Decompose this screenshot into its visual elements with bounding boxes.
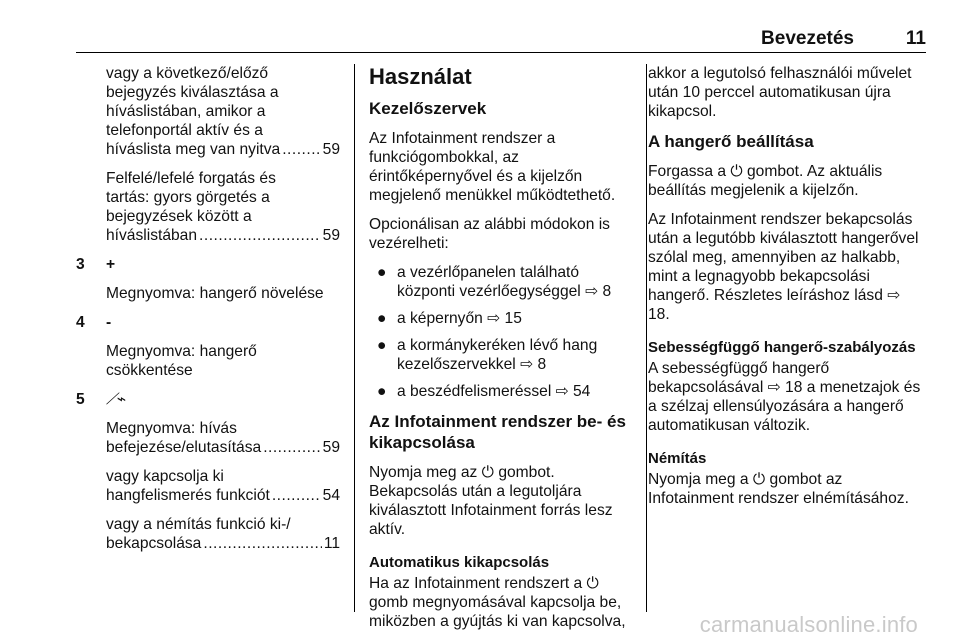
section-title: Bevezetés <box>761 28 854 49</box>
text-line: tartás: gyors görgetés a <box>106 189 270 206</box>
page-ref: 59 <box>322 227 340 244</box>
toc-line <box>106 226 340 245</box>
toc-leader <box>199 226 321 245</box>
bullet-icon: ● <box>377 310 387 327</box>
toc-line <box>106 486 340 505</box>
bullet-icon: ● <box>377 337 387 354</box>
page-number: 11 <box>905 28 926 49</box>
text-line: vagy a némítás funkció ki-/ <box>106 516 291 533</box>
list-item <box>369 309 631 328</box>
toc-entry-previous-next <box>76 64 340 159</box>
chapter-heading: Használat <box>369 64 472 89</box>
item-4 <box>76 313 340 332</box>
toc-entry-scroll <box>76 169 340 245</box>
toc-entry-mute <box>76 515 340 553</box>
item-label: + <box>106 256 116 273</box>
text-line: Felfelé/lefelé forgatás és <box>106 170 276 187</box>
item-description: Megnyomva: hangerő növelése <box>106 285 324 302</box>
item-description <box>76 419 340 457</box>
text-line: Megnyomva: hívás <box>106 420 237 437</box>
toc-text: hangfelismerés funkciót <box>106 487 270 504</box>
list-item-text: a kormánykeréken lévő hang kezelőszervekkel ⇨ 8 <box>397 337 598 373</box>
subheading-auto-off: Automatikus kikapcsolás <box>369 554 550 571</box>
list-item <box>369 382 631 401</box>
list-item <box>369 336 631 374</box>
section-heading-power: Az Infotainment rendszer be- és kikapcsolása <box>369 412 626 452</box>
list-item <box>369 263 631 301</box>
text-line: telefonportál aktív és a <box>106 122 263 139</box>
page-ref: 11 <box>323 535 340 552</box>
paragraph: Az Infotainment rendszer a funkciógombokkal, az érintőképernyővel és a kijelzőn megjelenő menükkel működtethető. <box>369 130 616 204</box>
text-line: bejegyzés kiválasztása a <box>106 84 279 101</box>
bullet-icon: ● <box>377 264 387 281</box>
subheading-speed-volume: Sebességfüggő hangerő-szabályozás <box>648 339 916 356</box>
phone-hangup-icon: ⟋⌁ <box>106 391 127 408</box>
text-line: vagy a következő/előző <box>106 65 269 82</box>
paragraph: Nyomja meg az ⏻ gombot. Bekapcsolás után a legutoljára kiválasztott Infotainment forrás lesz aktív. <box>369 464 613 538</box>
paragraph: Ha az Infotainment rendszert a ⏻ gomb megnyomásával kapcsolja be, miközben a gyújtás ki van kapcsolva, <box>369 575 626 630</box>
section-heading-controls: Kezelőszervek <box>369 99 487 118</box>
paragraph: Opcionálisan az alábbi módokon is vezérelheti: <box>369 216 610 252</box>
page-ref: 59 <box>322 439 340 456</box>
toc-leader <box>272 486 321 505</box>
item-label: - <box>106 314 112 331</box>
paragraph: A sebességfüggő hangerő bekapcsolásával ⇨ 18 a menetzajok és a szélzaj ellensúlyozására a hangerő automatikusan változik. <box>648 360 921 434</box>
item-5 <box>76 390 340 409</box>
text-line: bejegyzések között a <box>106 208 252 225</box>
item-number: 5 <box>76 391 85 408</box>
page-ref: 59 <box>322 141 340 158</box>
toc-line <box>106 534 340 553</box>
toc-text: híváslista meg van nyitva <box>106 141 281 158</box>
subheading-mute: Némítás <box>648 450 707 467</box>
paragraph: akkor a legutolsó felhasználói művelet után 10 perccel automatikusan újra kikapcsol. <box>648 65 912 120</box>
bullet-list <box>369 263 631 401</box>
toc-leader <box>282 140 320 159</box>
watermark: carmanualsonline.info <box>699 612 918 637</box>
list-item-text: a beszédfelismeréssel ⇨ 54 <box>397 383 591 400</box>
column-divider-1 <box>354 64 355 612</box>
page-header <box>76 28 926 52</box>
section-heading-volume: A hangerő beállítása <box>648 132 814 151</box>
toc-leader <box>203 534 321 553</box>
header-rule <box>76 52 926 53</box>
column-1 <box>76 64 340 553</box>
paragraph: Nyomja meg a ⏻ gombot az Infotainment rendszer elnémításához. <box>648 471 909 507</box>
toc-line <box>106 140 340 159</box>
toc-text: befejezése/elutasítása <box>106 439 262 456</box>
toc-line <box>106 438 340 457</box>
text-line: Megnyomva: hangerő <box>106 343 257 360</box>
item-number: 4 <box>76 314 85 331</box>
text-line: vagy kapcsolja ki <box>106 468 224 485</box>
item-number: 3 <box>76 256 85 273</box>
item-3 <box>76 255 340 274</box>
toc-text: híváslistában <box>106 227 198 244</box>
toc-entry-voice <box>76 467 340 505</box>
list-item-text: a képernyőn ⇨ 15 <box>397 310 522 327</box>
column-2 <box>369 64 631 641</box>
list-item-text: a vezérlőpanelen található központi vezérlőegységgel ⇨ 8 <box>397 264 612 300</box>
paragraph: Forgassa a ⏻ gombot. Az aktuális beállítás megjelenik a kijelzőn. <box>648 163 883 199</box>
column-divider-2 <box>646 64 647 612</box>
toc-leader <box>263 438 320 457</box>
bullet-icon: ● <box>377 383 387 400</box>
text-line: híváslistában, amikor a <box>106 103 266 120</box>
item-description <box>76 342 340 380</box>
toc-text: bekapcsolása <box>106 535 202 552</box>
text-line: csökkentése <box>106 362 193 379</box>
column-3 <box>648 64 926 518</box>
paragraph: Az Infotainment rendszer bekapcsolás után a legutóbb kiválasztott hangerővel szólal meg, amennyiben az halkabb, mint a legnagyobb bekapcsolási hangerő. Részletes leíráshoz lásd ⇨ 18. <box>648 211 919 323</box>
page-ref: 54 <box>322 487 340 504</box>
